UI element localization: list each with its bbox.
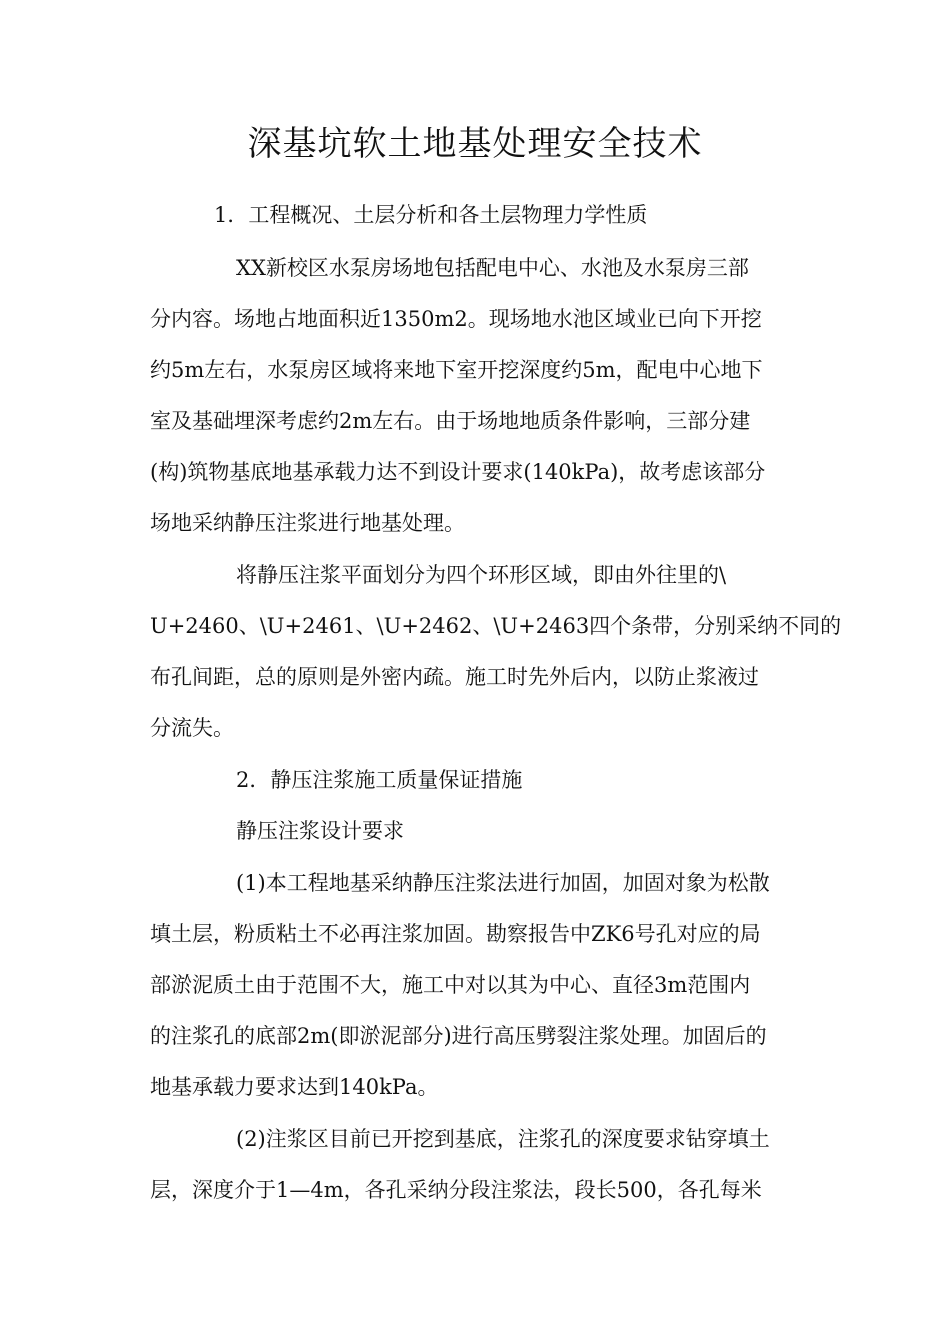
- subsection-heading: 静压注浆设计要求: [236, 819, 404, 843]
- paragraph-line: 室及基础埋深考虑约2m左右。由于场地地质条件影响，三部分建: [150, 409, 751, 433]
- paragraph-line: XX新校区水泵房场地包括配电中心、水池及水泵房三部: [236, 256, 749, 280]
- paragraph-line: 填土层，粉质粘土不必再注浆加固。勘察报告中ZK6号孔对应的局: [150, 922, 761, 946]
- paragraph-line: 地基承载力要求达到140kPa。: [150, 1075, 439, 1099]
- paragraph-line: (1)本工程地基采纳静压注浆法进行加固，加固对象为松散: [236, 871, 770, 895]
- section-heading-2: 2．静压注浆施工质量保证措施: [236, 768, 523, 792]
- paragraph-line: 分内容。场地占地面积近1350m2。现场地水池区域业已向下开挖: [150, 307, 762, 331]
- paragraph-line: 场地采纳静压注浆进行地基处理。: [150, 511, 465, 535]
- paragraph-line: (2)注浆区目前已开挖到基底，注浆孔的深度要求钻穿填土: [236, 1127, 770, 1151]
- paragraph-line: (构)筑物基底地基承载力达不到设计要求(140kPa)，故考虑该部分: [150, 460, 766, 484]
- paragraph-line: 约5m左右，水泵房区域将来地下室开挖深度约5m，配电中心地下: [150, 358, 763, 382]
- paragraph-line: 将静压注浆平面划分为四个环形区域，即由外往里的\: [236, 563, 727, 587]
- paragraph-line: 的注浆孔的底部2m(即淤泥部分)进行高压劈裂注浆处理。加固后的: [150, 1024, 767, 1048]
- paragraph-line: 布孔间距，总的原则是外密内疏。施工时先外后内，以防止浆液过: [150, 665, 759, 689]
- paragraph-line: 分流失。: [150, 716, 234, 740]
- paragraph-line: 层，深度介于1—4m，各孔采纳分段注浆法，段长500，各孔每米: [150, 1178, 762, 1202]
- paragraph-line: 部淤泥质土由于范围不大，施工中对以其为中心、直径3m范围内: [150, 973, 751, 997]
- section-heading-1: 1．工程概况、土层分析和各土层物理力学性质: [214, 203, 648, 227]
- paragraph-line: U+2460、\U+2461、\U+2462、\U+2463四个条带，分别采纳不同的: [150, 614, 842, 638]
- document-title: 深基坑软土地基处理安全技术: [247, 124, 703, 164]
